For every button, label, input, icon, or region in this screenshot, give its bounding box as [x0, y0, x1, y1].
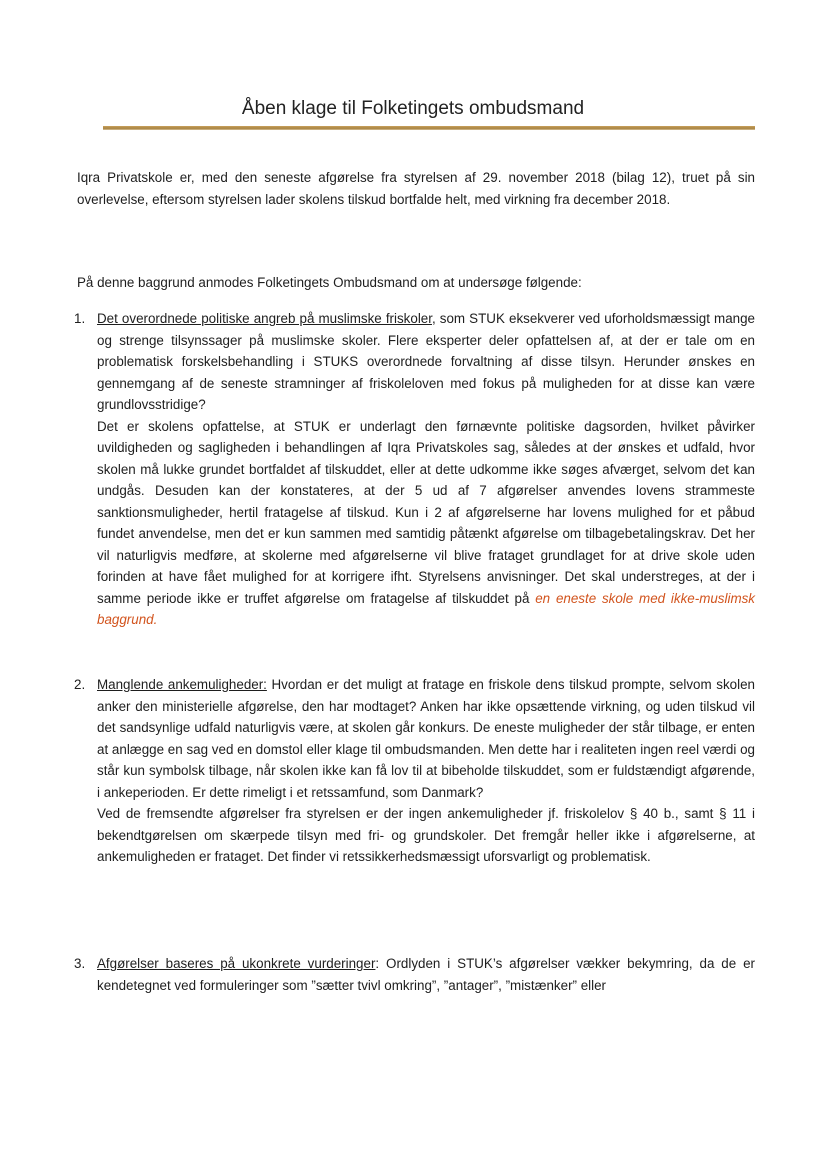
list-item-text: : Ordlyden i STUK’s afgørelser vækker bekymring, da de er kendetegnet ved formuleringer som ”sætter tvivl omkring”, ”antager”, ”mistænker” eller — [97, 956, 756, 993]
list-item-text: Det er skolens opfattelse, at STUK er underlagt den førnævnte politiske dagsorden, hvilket påvirker uvildigheden og sagligheden i behandlingen af Iqra Privatskoles sag, således at der ønskes et udfald, hvor skolen må lukke grundet bortfaldet af tilskuddet, eller at dette udkomme ikke søges afværget, selvom det kan undgås. Desuden kan der konstateres, at der 5 ud af 7 afgørelser anvendes lovens strammeste sanktionsmuligheder, hertil fratagelse af tilskud. Kun i 2 af afgørelserne har lovens mulighed for et påbud fundet anvendelse, men det er kun sammen med samtidig påtænkt afgørelse om tilbagebetalingskrav. Det her vil naturligvis medføre, at skolerne med afgørelserne vil blive frataget grundlaget for at drive skole uden forinden at have fået mulighed for at korrigere ifht. Styrelsens anvisninger. Det skal understreges, at der i samme periode ikke er truffet afgørelse om fratagelse af tilskuddet på — [97, 418, 755, 606]
list-item-number: 3. — [74, 956, 86, 971]
list-item-paragraph — [97, 416, 755, 631]
list-item-1 — [74, 308, 755, 631]
intro-paragraph: Iqra Privatskole er, med den seneste afgørelse fra styrelsen af 29. november 2018 (bilag 12), truet på sin overlevelse, eftersom styrelsen lader skolens tilskud bortfalde helt, med virkning fra december 2018. — [77, 170, 755, 207]
list-item-heading: Det overordnede politiske angreb på muslimske friskoler — [97, 311, 432, 326]
list-item-paragraph — [97, 308, 755, 416]
list-item-body — [97, 308, 755, 631]
highlighted-text: en eneste skole med ikke-muslimsk baggrund. — [97, 590, 755, 627]
list-item-text: Ved de fremsendte afgørelser fra styrelsen er der ingen ankemuligheder jf. friskolelov § 40 b., samt § 11 i bekendtgørelsen om skærpede tilsyn med fri- og grundskoler. Det fremgår heller ikke i afgørelserne, at ankemuligheden er frataget. Det finder vi retssikkerhedsmæssigt uforsvarligt og problematisk. — [97, 806, 755, 864]
list-item-paragraph — [97, 953, 755, 996]
title-underline-rule — [103, 126, 755, 130]
list-item-heading: Manglende ankemuligheder: — [97, 677, 267, 692]
list-item-text: , som STUK eksekverer ved uforholdsmæssigt mange og strenge tilsynssager på muslimske skoler. Flere eksperter deler opfattelsen af, at der er tale om en problematisk forskelsbehandling i STUKS overordnede forvaltning af disse tilsyn. Herunder ønskes en gennemgang af de seneste stramninger af friskoleloven med fokus på muligheden for at disse kan være grundlovsstridige? — [97, 311, 755, 412]
list-item-3 — [74, 953, 755, 996]
list-item-body — [97, 674, 755, 868]
list-item-text: Hvordan er det muligt at fratage en friskole dens tilskud prompte, selvom skolen anker den ministerielle afgørelse, den har modtaget? Anken har ikke opsættende virkning, og uden tilskud vil det sandsynlige udfald naturligvis være, at skolen går konkurs. De eneste muligheder der står tilbage, er enten at anlægge en sag ved en domstol eller klage til ombudsmanden. Men dette har i realiteten ingen reel værdi og står kun symbolsk tilbage, når skolen ikke kan få lov til at bibeholde tilskuddet, som er fuldstændigt afgørende, i ankeperioden. Er dette rimeligt i et retssamfund, som Danmark? — [97, 677, 755, 800]
document-title: Åben klage til Folketingets ombudsmand — [241, 98, 585, 119]
list-item-number: 2. — [74, 677, 86, 692]
list-item-paragraph — [97, 803, 755, 868]
list-item-heading: Afgørelser baseres på ukonkrete vurderinger — [97, 956, 376, 971]
list-item-2 — [74, 674, 755, 868]
list-item-number: 1. — [74, 311, 86, 326]
list-item-body — [97, 953, 755, 996]
list-item-paragraph — [97, 674, 755, 803]
lead-paragraph: På denne baggrund anmodes Folketingets Ombudsmand om at undersøge følgende: — [77, 275, 582, 290]
